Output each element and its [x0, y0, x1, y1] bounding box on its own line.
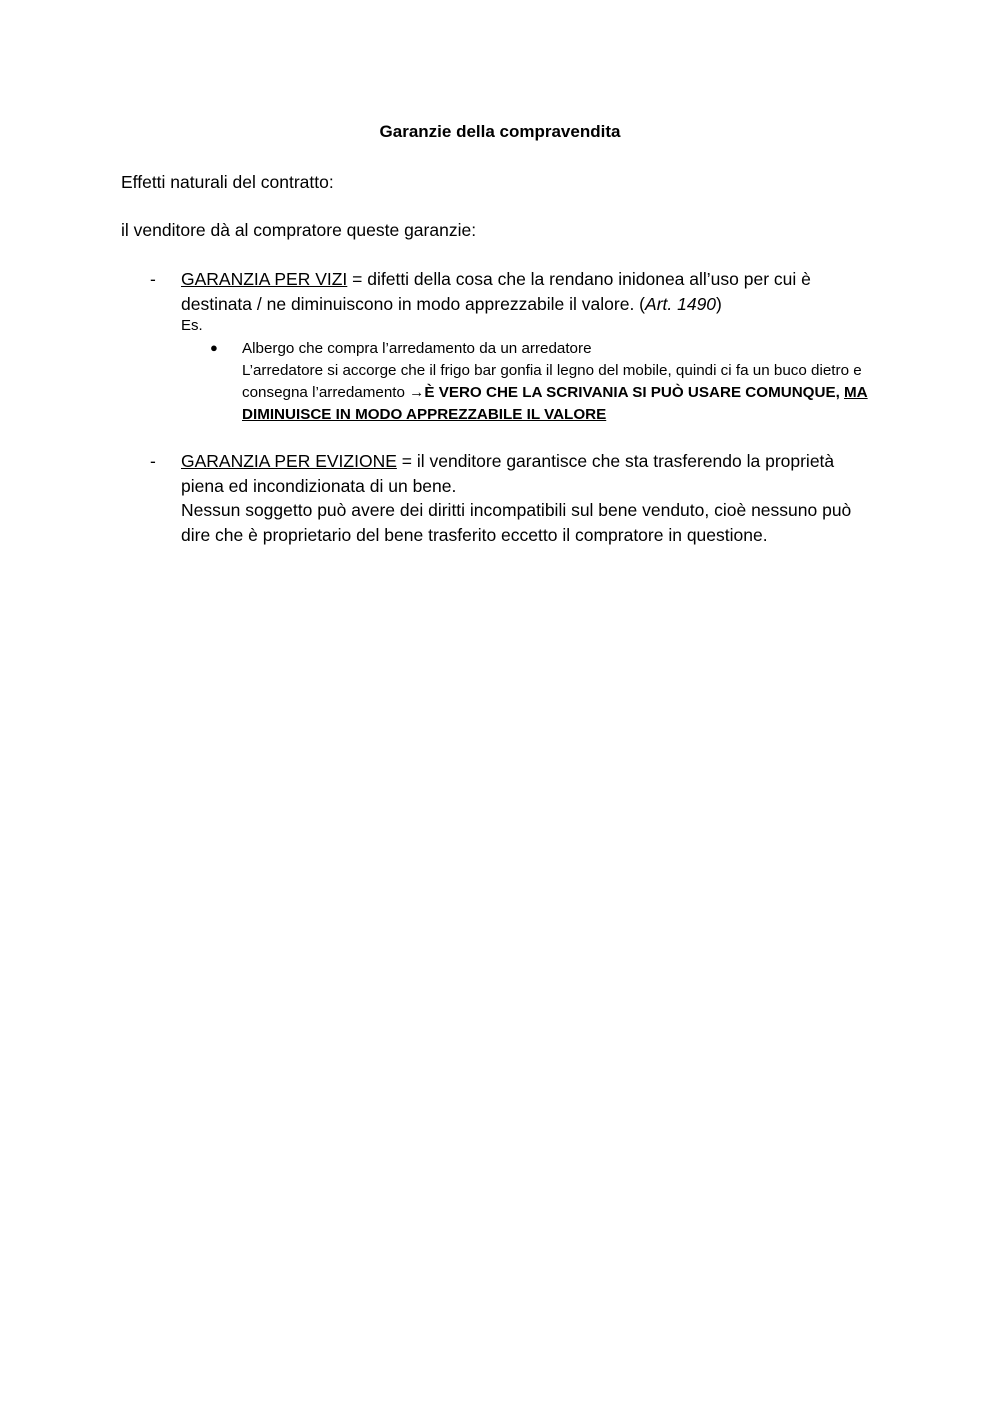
- list-dash-evizione: -: [150, 451, 156, 471]
- example-line-2: [242, 360, 882, 426]
- bullet-icon: ●: [210, 340, 218, 355]
- arrow-right-icon: →: [409, 384, 425, 401]
- garanzia-evizione-explanation: Nessun soggetto può avere dei diritti incompatibili sul bene venduto, cioè nessuno può dire che è proprietario del bene trasferito eccetto il compratore in questione.: [181, 500, 852, 545]
- intro-paragraph-2: il venditore dà al compratore queste garanzie:: [121, 220, 477, 240]
- garanzia-vizi-definition: = difetti della cosa che la rendano inidonea all’uso per cui è destinata / ne diminuiscono in modo apprezzabile il valore. (: [181, 269, 811, 314]
- intro-paragraph-1: Effetti naturali del contratto:: [121, 172, 334, 192]
- example-item: [242, 338, 882, 426]
- reference-close-paren: ): [716, 293, 722, 314]
- example-line-2-text: L’arredatore si accorge che il frigo bar gonfia il legno del mobile, quindi ci fa un buco dietro e consegna l’arredamento: [242, 362, 862, 401]
- example-line-1: Albergo che compra l’arredamento da un arredatore: [242, 340, 592, 357]
- list-item-garanzia-evizione: [181, 449, 881, 547]
- list-dash-vizi: -: [150, 269, 156, 289]
- garanzia-evizione-line-1: [181, 449, 881, 498]
- example-label: Es.: [181, 317, 203, 334]
- garanzia-evizione-definition: = il venditore garantisce che sta trasferendo la proprietà piena ed incondizionata di un bene.: [181, 451, 835, 496]
- garanzia-vizi-heading: GARANZIA PER VIZI: [181, 269, 348, 289]
- example-bold-underlined-text: MA DIMINUISCE IN MODO APPREZZABILE IL VALORE: [242, 384, 868, 423]
- example-bold-text: È VERO CHE LA SCRIVANIA SI PUÒ USARE COMUNQUE,: [424, 384, 845, 401]
- garanzia-evizione-heading: GARANZIA PER EVIZIONE: [181, 451, 397, 471]
- article-reference: Art. 1490: [645, 293, 717, 314]
- list-item-garanzia-vizi: [181, 267, 881, 316]
- document-title: Garanzie della compravendita: [379, 122, 621, 141]
